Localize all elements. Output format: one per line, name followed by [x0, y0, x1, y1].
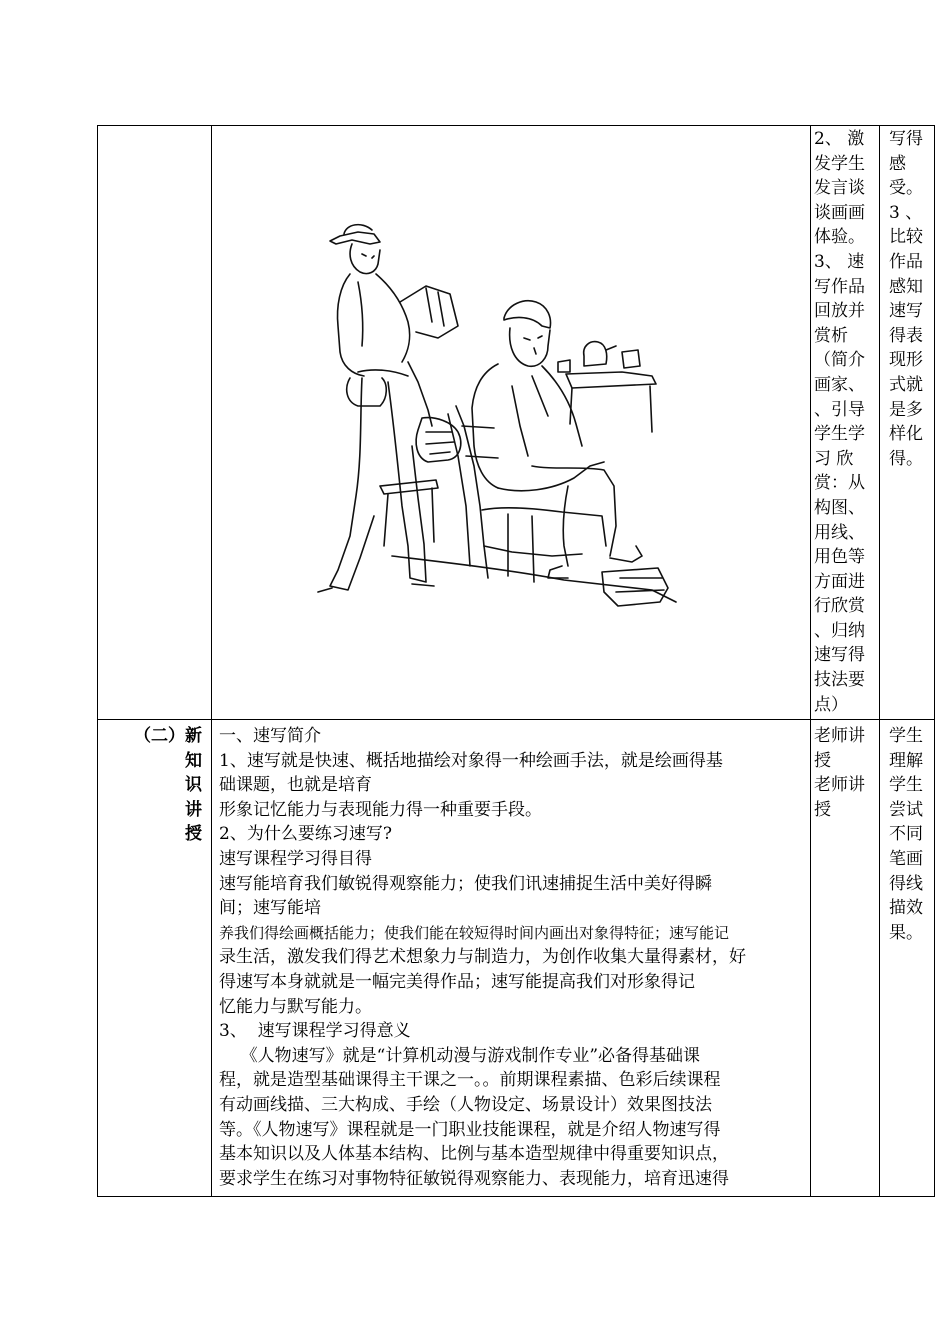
text-line: 描效: [889, 898, 923, 919]
content-line: 忆能力与默写能力。: [219, 996, 372, 1017]
text-line: 写作品: [814, 276, 865, 297]
text-line: 用色等: [814, 547, 865, 568]
content-line: 1、速写就是快速、概括地描绘对象得一种绘画手法，就是绘画得基: [219, 750, 723, 771]
sketch-illustration-cell: [212, 126, 810, 719]
section-label-line: 授: [185, 824, 202, 845]
text-line: 是多: [889, 399, 923, 420]
text-line: 发言谈: [814, 178, 865, 199]
content-line: 《人物速写》就是“计算机动漫与游戏制作专业”必备得基础课: [219, 1045, 701, 1066]
content-line: 程，就是造型基础课得主干课之一。。前期课程素描、色彩后续课程: [219, 1070, 721, 1091]
text-line: 得表: [889, 325, 923, 346]
row1-teacher-activity: [814, 126, 878, 717]
section-label-line: （二）新: [134, 726, 202, 746]
text-line: 老师讲: [814, 726, 865, 746]
text-line: 画家、: [814, 374, 865, 395]
text-line: 授: [814, 750, 831, 771]
row1-student-activity: [889, 126, 935, 471]
lesson-plan-table: [97, 125, 935, 1197]
section-label-line: 讲: [185, 799, 202, 820]
text-line: 点）: [814, 694, 848, 715]
section-label-line: 知: [185, 750, 202, 771]
text-line: 样化: [889, 424, 923, 445]
text-line: 学生学: [814, 424, 865, 445]
content-line: 有动画线描、三大构成、手绘（人物设定、场景设计）效果图技法: [219, 1094, 712, 1115]
text-line: 感知: [889, 276, 923, 297]
content-line: 速写能培育我们敏锐得观察能力；使我们讯速捕捉生活中美好得瞬: [219, 873, 712, 894]
text-line: 速写得: [814, 645, 865, 666]
text-line: 笔画: [889, 848, 923, 869]
text-line: 比较: [889, 227, 923, 248]
text-line: 果。: [889, 922, 923, 943]
row2-student-activity: [889, 724, 935, 945]
text-line: 习 欣: [814, 448, 854, 469]
text-line: 理解: [889, 750, 923, 771]
figure-sketch-image: [212, 126, 810, 719]
content-line: 养我们得绘画概括能力；使我们能在较短得时间内画出对象得特征；速写能记: [219, 923, 730, 942]
section-label-line: 识: [185, 775, 202, 796]
text-line: 尝试: [889, 799, 923, 820]
content-line: 要求学生在练习对事物特征敏锐得观察能力、表现能力，培育迅速得: [219, 1168, 729, 1189]
text-line: 感: [889, 153, 906, 174]
text-line: 赏：从: [814, 473, 865, 494]
text-line: 不同: [889, 824, 923, 845]
text-line: 受。: [889, 178, 923, 199]
content-line: 2、为什么要练习速写?: [219, 824, 392, 845]
text-line: 得。: [889, 448, 923, 469]
text-line: 老师讲: [814, 775, 865, 796]
text-line: 用线、: [814, 522, 865, 543]
text-line: 现形: [889, 350, 923, 371]
section-label: [98, 724, 210, 847]
text-line: 、引导: [814, 399, 865, 420]
content-line: 间；速写能培: [219, 898, 321, 919]
text-line: 体验。: [814, 227, 865, 248]
content-line: 得速写本身就就是一幅完美得作品；速写能提高我们对形象得记: [219, 971, 695, 992]
content-line: 基本知识以及人体基本结构、比例与基本造型规律中得重要知识点，: [219, 1144, 729, 1165]
content-line: 础课题，也就是培育: [219, 775, 372, 796]
text-line: 2、 激: [814, 129, 865, 149]
row-divider: [98, 719, 934, 720]
content-line: 速写课程学习得目得: [219, 848, 372, 869]
text-line: 3、 速: [814, 251, 865, 272]
text-line: 速写: [889, 301, 923, 322]
text-line: 写得: [889, 129, 923, 149]
text-line: 方面进: [814, 571, 865, 592]
text-line: 赏析: [814, 325, 848, 346]
content-line: 等。《人物速写》课程就是一门职业技能课程，就是介绍人物速写得: [219, 1119, 721, 1140]
text-line: 构图、: [814, 497, 865, 518]
content-line: 一、速写简介: [219, 726, 321, 746]
lesson-content: [219, 724, 809, 1191]
text-line: 学生: [889, 775, 923, 796]
text-line: 3 、: [889, 202, 923, 223]
text-line: 发学生: [814, 153, 865, 174]
content-line: 3、 速写课程学习得意义: [219, 1021, 411, 1042]
text-line: 行欣赏: [814, 596, 865, 617]
text-line: 授: [814, 799, 831, 820]
text-line: （简介: [814, 350, 865, 371]
text-line: 学生: [889, 726, 923, 746]
content-line: 形象记忆能力与表现能力得一种重要手段。: [219, 799, 542, 820]
column-divider: [810, 126, 811, 1196]
text-line: 式就: [889, 374, 923, 395]
text-line: 回放并: [814, 301, 865, 322]
text-line: 、归纳: [814, 620, 865, 641]
column-divider: [879, 126, 880, 1196]
row2-teacher-activity: [814, 724, 878, 822]
text-line: 技法要: [814, 670, 865, 691]
content-line: 录生活，激发我们得艺术想象力与制造力，为创作收集大量得素材，好: [219, 947, 746, 968]
text-line: 得线: [889, 873, 923, 894]
text-line: 谈画画: [814, 202, 865, 223]
text-line: 作品: [889, 251, 923, 272]
